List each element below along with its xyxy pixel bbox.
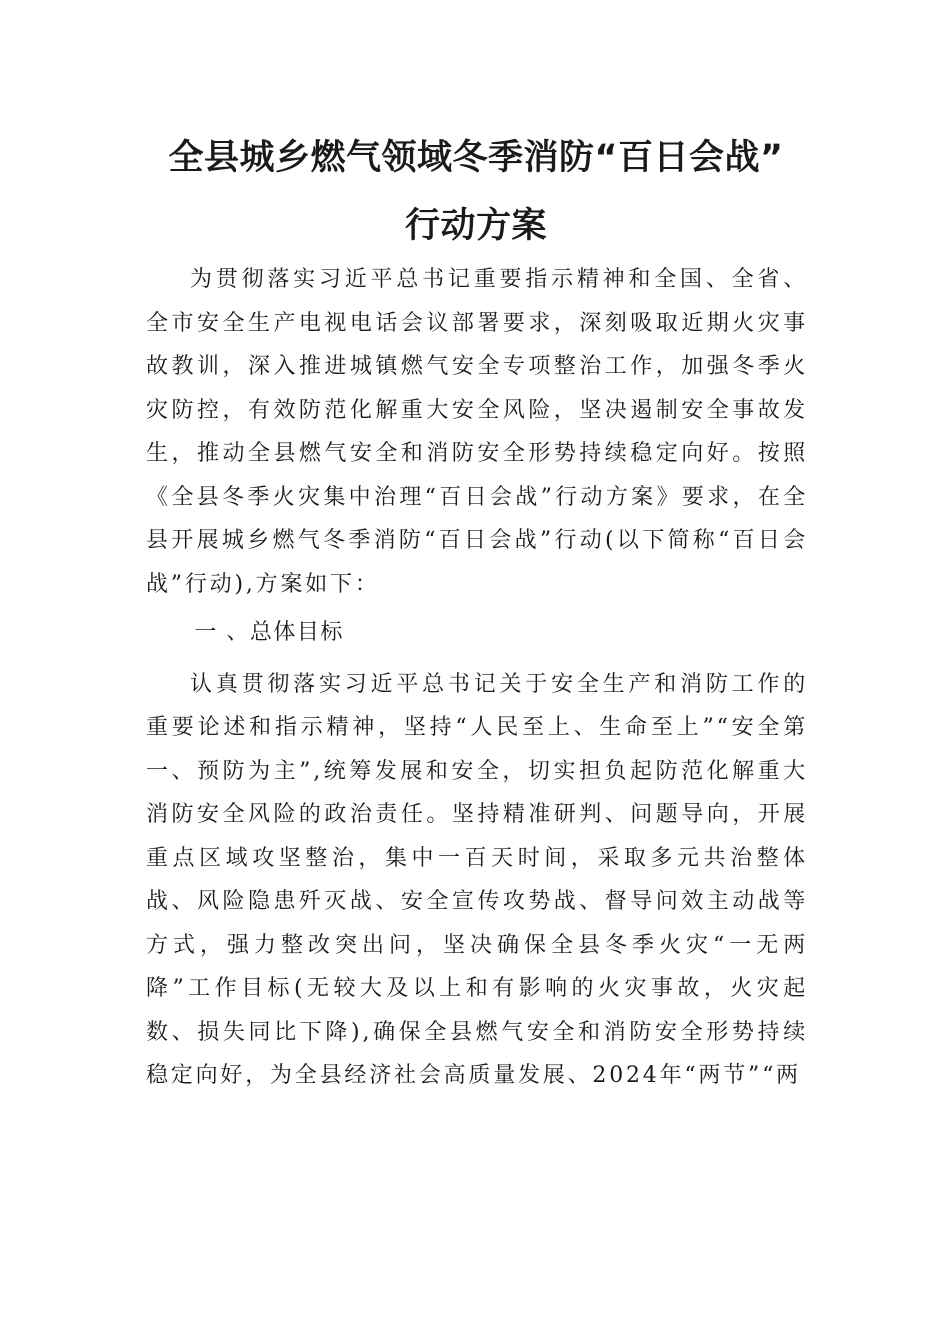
intro-paragraph: 为贯彻落实习近平总书记重要指示精神和全国、全省、全市安全生产电视电话会议部署要求，深刻吸取近期火灾事故教训，深入推进城镇燃气安全专项整治工作，加强冬季火灾防控，有效防范化解重大安全风险，坚决遏制安全事故发生，推动全县燃气安全和消防安全形势持续稳定向好。按照《全县冬季火灾集中治理“百日会战”行动方案》要求，在全县开展城乡燃气冬季消防“百日会战”行动(以下简称“百日会战”行动),方案如下： [146,267,808,597]
goal-paragraph: 认真贯彻落实习近平总书记关于安全生产和消防工作的重要论述和指示精神，坚持“人民至上、生命至上”“安全第一、预防为主”,统筹发展和安全，切实担负起防范化解重大消防安全风险的政治责任。坚持精准研判、问题导向，开展重点区域攻坚整治，集中一百天时间，采取多元共治整体战、风险隐患歼灭战、安全宣传攻势战、督导问效主动战等方式，强力整改突出问，坚决确保全县冬季火灾“一无两降”工作目标(无较大及以上和有影响的火灾事故，火灾起数、损失同比下降),确保全县燃气安全和消防安全形势持续稳定向好，为全县经济社会高质量发展、2024年“两节”“两 [146,671,808,1088]
document-title-line-2: 行动方案 [404,206,547,246]
section-heading-overall-goal: 一 、总体目标 [194,620,344,645]
document-body [146,258,808,1098]
document-title-line-1: 全县城乡燃气领域冬季消防“百日会战” [168,138,784,178]
